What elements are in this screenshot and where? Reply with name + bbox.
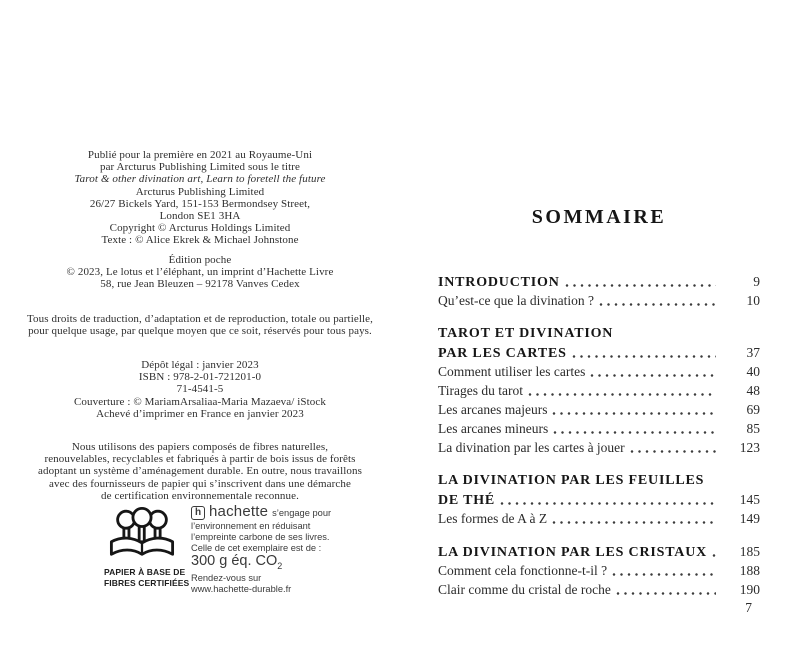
toc-entry-page: 149 [739,511,760,526]
hachette-durable-url: www.hachette-durable.fr [191,583,292,594]
toc-entry-page: 48 [746,383,760,398]
toc-page [400,0,800,647]
toc-entry-page: 9 [753,274,760,289]
toc-entry-page: 85 [746,421,760,436]
dot-leader [712,553,716,558]
toc-entry-page: 10 [746,293,760,308]
dot-leader [616,591,716,596]
colophon-line: de certification environnementale reconnue. [101,489,299,502]
toc-entry-fonctionne [438,561,760,580]
hachette-note-line: l’empreinte carbone de ses livres. [191,532,330,543]
eco-logos-row [104,503,351,595]
toc-entry-tarot-line2 [438,343,760,362]
colophon-line: 26/27 Bickels Yard, 151-153 Bermondsey Street, [89,197,311,210]
colophon-line: Achevé d’imprimer en France en janvier 2023 [96,407,304,420]
toc-entry-cartes-a-jouer [438,438,760,457]
dot-leader [552,520,716,525]
colophon-line: © 2023, Le lotus et l’éléphant, un imprint d’Hachette Livre [66,266,334,279]
dot-leader [552,411,716,416]
colophon-line: Tous droits de traduction, d’adaptation et de reproduction, totale ou partielle, [27,313,373,325]
toc-entry-formes-a-z [438,509,760,528]
dot-leader [528,392,716,397]
toc-entry-page: 185 [739,544,760,559]
legal-info [10,359,390,420]
co2-value: 300 g éq. $CO_2$ [191,552,283,571]
colophon-line: pour quelque usage, par quelque moyen que ce soit, réservés pour tous pays. [28,325,372,338]
toc-entry-divination [438,291,760,310]
toc-entry-label: Clair comme du cristal de roche [438,582,611,597]
toc-entry-label: Comment utiliser les cartes [438,364,586,379]
toc-entry-label: DE THÉ [438,493,496,508]
colophon-line: avec des fournisseurs de papier qui s’inscrivent dans une démarche [49,477,351,490]
toc-entry-label: LA DIVINATION PAR LES CRISTAUX [438,545,708,560]
dot-leader [553,430,716,435]
original-title: Tarot & other divination art, Learn to foretell the future [74,173,326,186]
toc-entry-label: PAR LES CARTES [438,346,567,361]
toc-entry-page: 188 [739,563,760,578]
toc-title: SOMMAIRE [531,206,667,228]
toc-entry-label: LA DIVINATION PAR LES FEUILLES [438,473,705,488]
toc-entry-page: 145 [739,492,760,507]
certified-paper-badge [104,506,190,588]
certified-paper-label-line1: PAPIER À BASE DE [104,567,186,577]
toc-entry-page: 69 [746,402,760,417]
colophon-line: 58, rue Jean Bleuzen – 92178 Vanves Cedex [100,278,300,291]
toc-entry-label: Les arcanes majeurs [438,402,548,417]
colophon-line: Nous utilisons des papiers composés de fibres naturelles, [71,441,329,453]
toc-entry-label: Comment cela fonctionne-t-il ? [438,563,608,578]
toc-entry-label: Les formes de A à Z [438,511,548,526]
colophon-line: par Arcturus Publishing Limited sous le titre [99,161,301,174]
toc-entry-arcanes-mineurs [438,419,760,438]
rights-notice [10,313,390,337]
toc-entry-label: INTRODUCTION [438,275,560,290]
colophon-line: Publié pour la première en 2021 au Royaume-Uni [87,149,313,161]
dot-leader [630,449,716,454]
toc-entry-cristal-roche [438,580,760,599]
toc-entry-label: Tirages du tarot [438,383,523,398]
toc-entry-page: 37 [746,345,760,360]
hachette-brand-row [191,503,351,520]
colophon-line: London SE1 3HA [159,210,241,223]
colophon-line: Édition poche [168,254,232,266]
toc-entry-tarot-line1 [438,324,760,343]
hachette-note-line: l’environnement en réduisant [191,521,311,531]
toc-entry-page: 190 [739,582,760,597]
colophon-line: Texte : © Alice Ekrek & Michael Johnstone [101,234,299,247]
colophon-line: Copyright © Arcturus Holdings Limited [109,222,291,235]
toc-entry-label: Qu’est-ce que la divination ? [438,293,594,308]
dot-leader [590,373,716,378]
toc-list [438,272,760,599]
trees-book-icon [108,506,176,564]
dot-leader [565,283,716,288]
cover-credit-line: Couverture : © MariamArsaliaa-Maria Mazaeva/ iStock [73,395,326,408]
hachette-note-line: Rendez-vous sur [191,572,262,583]
colophon-line: adoptant un système d’aménagement durable. En outre, nous travaillons [38,465,362,478]
toc-entry-feuilles-line1 [438,471,760,490]
toc-entry-label: TAROT ET DIVINATION [438,326,614,341]
edition-info [10,254,390,291]
colophon-line: Dépôt légal : janvier 2023 [141,359,259,371]
colophon-line: 71-4541-5 [176,383,224,396]
toc-entry-utiliser-cartes [438,362,760,381]
hachette-note-line: Celle de cet exemplaire est de : [191,543,322,554]
toc-entry-cristaux [438,542,760,561]
folio-page-number: 7 [745,600,752,615]
dot-leader [500,501,716,506]
toc-entry-arcanes-majeurs [438,400,760,419]
toc-entry-page: 40 [746,364,760,379]
dot-leader [612,572,716,577]
toc-entry-introduction [438,272,760,291]
toc-entry-page: 123 [739,440,760,455]
toc-entry-feuilles-line2 [438,490,760,509]
certified-paper-label [104,567,190,588]
colophon-line: Arcturus Publishing Limited [135,185,265,198]
dot-leader [599,302,716,307]
hachette-logo-icon: h [191,506,205,520]
dot-leader [572,354,716,359]
toc-entry-label: Les arcanes mineurs [438,421,549,436]
hachette-eco-note [191,503,351,595]
colophon-line: renouvelables, recyclables et fabriqués à partir de bois issus de forêts [44,453,356,466]
hachette-brand: hachette [209,503,269,520]
certified-paper-label-line2: FIBRES CERTIFIÉES [104,577,190,588]
isbn-line: ISBN : 978-2-01-721201-0 [138,371,262,384]
paper-notice [10,441,390,502]
hachette-engage-text: s’engage pour [272,508,332,518]
toc-entry-label: La divination par les cartes à jouer [438,440,625,455]
publisher-info [10,149,390,247]
toc-entry-tirages [438,381,760,400]
